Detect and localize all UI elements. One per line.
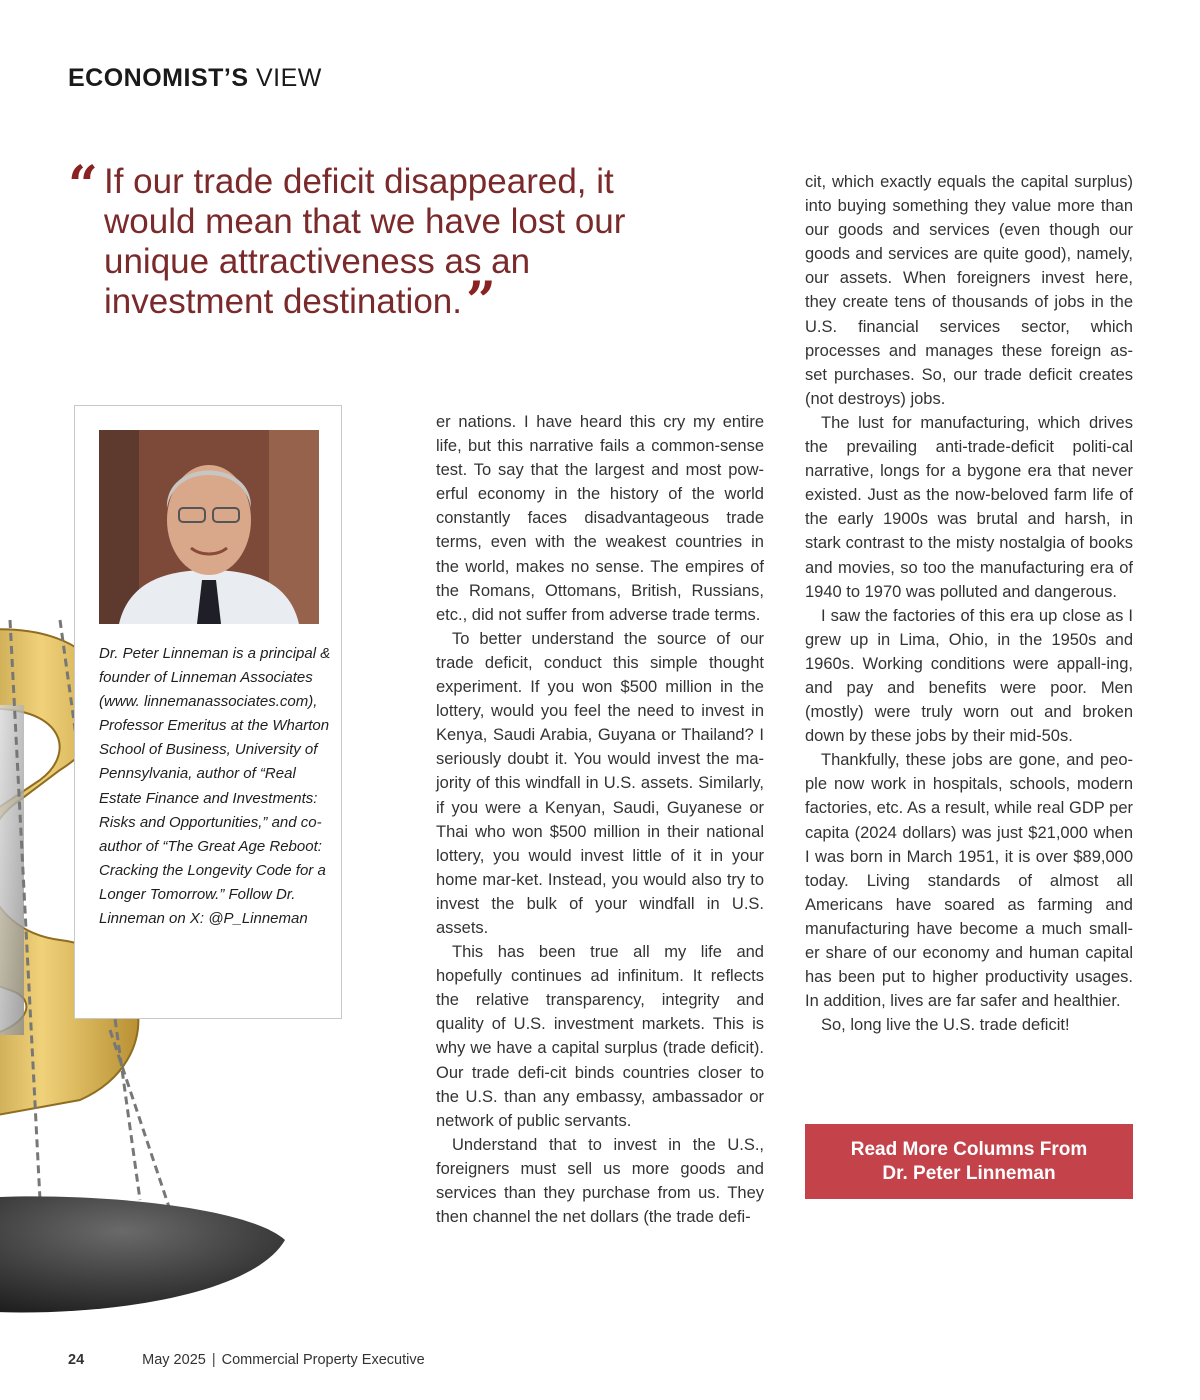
- read-more-line2: Dr. Peter Linneman: [882, 1162, 1056, 1184]
- paragraph: cit, which exactly equals the capital surplus) into buying something they value more than our goods and services (even though our goods and services are quite good), namely, our assets. When foreigners invest here, they create tens of thousands of jobs in the U.S. financial services sector, which processes and manages these foreign as-set purchases. So, our trade deficit creates (not destroys) jobs.: [805, 173, 1133, 408]
- section-title-light: VIEW: [248, 64, 322, 92]
- paragraph: The lust for manufacturing, which drives the prevailing anti-trade-deficit politi-cal narrative, longs for a bygone era that never existed. Just as the now-beloved farm life of the early 1900s was brutal and harsh, in stark contrast to the misty nostalgia of books and movies, so too the manufacturing era of 1940 to 1970 was polluted and dangerous.: [805, 413, 1133, 601]
- article-column-3: [805, 170, 1133, 1037]
- pull-quote: [68, 155, 628, 332]
- paragraph: I saw the factories of this era up close as I grew up in Lima, Ohio, in the 1950s and 1960s. Working conditions were appall-ing, and pay and benefits were poor. Men (mostly) were truly worn out and broken down by these jobs by their mid-50s.: [805, 606, 1133, 746]
- open-quote-icon: “: [68, 155, 98, 216]
- paragraph: er nations. I have heard this cry my entire life, but this narrative fails a common-sense test. To say that the largest and most pow-erful economy in the history of the world constantly faces disadvantageous trade terms, even with the weakest countries in the world, makes no sense. The empires of the Romans, Ottomans, British, Russians, etc., did not suffer from adverse trade terms.: [436, 413, 764, 624]
- publication-name: Commercial Property Executive: [221, 1352, 425, 1368]
- section-title-bold: ECONOMIST’S: [68, 64, 249, 92]
- footer-separator: |: [211, 1352, 216, 1368]
- read-more-columns-button[interactable]: [805, 1124, 1133, 1199]
- read-more-line1: Read More Columns From: [850, 1138, 1088, 1160]
- pull-quote-text: If our trade deficit disappeared, it would mean that we have lost our unique attractiveness as an investment destination.: [104, 162, 626, 321]
- paragraph: To better understand the source of our trade deficit, conduct this simple thought experiment. If you won $500 million in the lottery, would you feel the need to invest in Kenya, Saudi Arabia, Guyana or Thailand? I seriously doubt it. You would invest the ma-jority of this windfall in U.S. assets. Similarly, if you were a Kenyan, Saudi, Guyanese or Thai who won $500 million in their national lottery, you would invest little of it in your home mar-ket. Instead, you would also try to invest the bulk of your windfall in U.S. assets.: [436, 629, 764, 937]
- scale-pan-shape: [0, 1196, 285, 1312]
- paragraph: Understand that to invest in the U.S., foreigners must sell us more goods and services than they purchase from us. They then channel the net dollars (the trade defi-: [436, 1135, 764, 1227]
- paragraph: Thankfully, these jobs are gone, and peo-ple now work in hospitals, schools, modern factories, etc. As a result, while real GDP per capita (2024 dollars) was just $21,000 when I was born in March 1951, it is over $89,000 today. Living standards of almost all Americans have soared as farming and manufacturing have become a much small-er share of our economy and human capital has been put to higher productivity usages. In addition, lives are far safer and healthier.: [805, 751, 1133, 1011]
- close-quote-icon: ”: [465, 271, 496, 332]
- paragraph: So, long live the U.S. trade deficit!: [821, 1016, 1070, 1035]
- author-portrait: [99, 430, 319, 624]
- paragraph: This has been true all my life and hopefully continues ad infinitum. It reflects the relative transparency, integrity and quality of U.S. investment markets. This is why we have a capital surplus (trade deficit). Our trade defi-cit binds countries closer to the U.S. than any embassy, ambassador or network of public servants.: [436, 943, 764, 1130]
- author-bio-text: Dr. Peter Linneman is a principal & founder of Linneman Associates (www. linnemanassociates.com), Professor Emeritus at the Wharton School of Business, University of Pennsylvania, author of “Real Estate Finance and Investments: Risks and Opportunities,” and co-author of “The Great Age Reboot: Cracking the Longevity Code for a Longer Tomorrow.” Follow Dr. Linneman on X: @P_Linneman: [99, 645, 331, 928]
- issue-date: May 2025: [142, 1352, 206, 1368]
- article-column-2: [436, 410, 764, 1229]
- section-header: [68, 64, 322, 93]
- page-number: 24: [68, 1352, 85, 1368]
- page-footer: [68, 1352, 425, 1368]
- author-bio-box: [74, 405, 342, 1019]
